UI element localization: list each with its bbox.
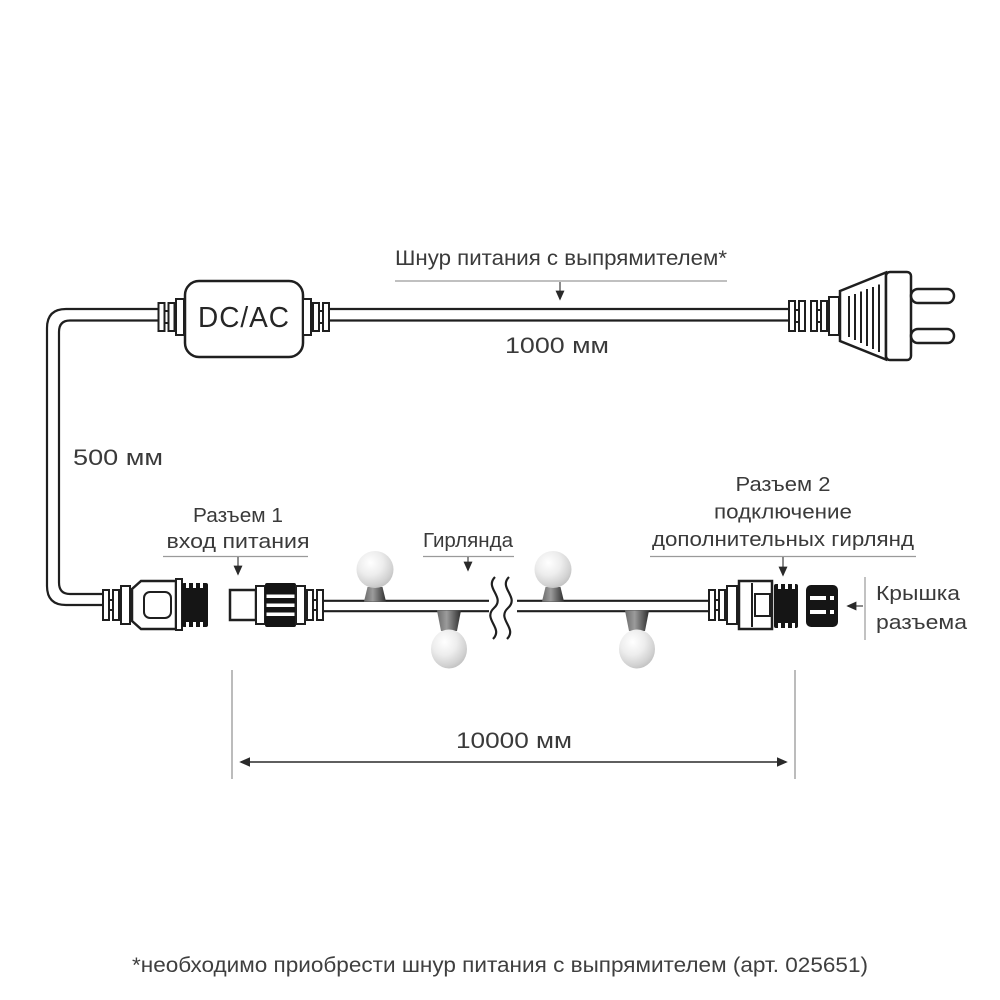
garland-dimension xyxy=(232,670,795,779)
lead-connector-nut xyxy=(182,583,208,627)
bulb xyxy=(431,630,467,669)
converter-left-strain-relief xyxy=(159,299,185,335)
converter-right-strain-relief xyxy=(303,299,329,335)
lead-connector xyxy=(103,579,208,630)
bulb xyxy=(357,551,394,588)
bulb xyxy=(619,630,655,669)
break-squiggle xyxy=(490,577,497,639)
cap-callout xyxy=(848,577,968,640)
connector-2-strain-relief xyxy=(709,586,737,624)
connector-1-label-line1: Разъем 1 xyxy=(193,505,283,527)
bulb xyxy=(535,551,572,588)
connector-2 xyxy=(709,581,798,629)
connector-2-nut xyxy=(774,584,798,628)
garland-callout xyxy=(423,530,514,570)
connector-1-collar xyxy=(256,586,265,624)
bulb-socket xyxy=(625,611,649,632)
bulb-top-1 xyxy=(357,551,394,602)
converter-label: DC/AC xyxy=(198,302,290,334)
cap-label-line2: разъема xyxy=(876,612,969,634)
connector-2-label-line2: подключение xyxy=(714,501,852,524)
footnote: *необходимо приобрести шнур питания с выпрямителем (арт. 025651) xyxy=(132,954,869,977)
plug-pin-top xyxy=(911,289,954,303)
connector-2-callout xyxy=(650,474,916,575)
break-squiggle xyxy=(504,577,511,639)
plug-pin-bottom xyxy=(911,329,954,343)
garland-length: 10000 мм xyxy=(456,728,572,753)
power-cord-length: 1000 мм xyxy=(505,333,609,358)
power-cord-cable xyxy=(330,309,789,321)
lead-connector-contact xyxy=(144,592,171,618)
power-plug xyxy=(789,272,954,360)
power-cord-label: Шнур питания с выпрямителем* xyxy=(395,247,727,270)
connector-1-callout xyxy=(163,505,310,574)
bulb-bottom-1 xyxy=(431,611,467,669)
connector-1-threaded-body xyxy=(265,583,296,627)
connector-2-latch xyxy=(755,594,770,616)
plug-strain-relief xyxy=(789,297,839,335)
plug-face xyxy=(886,272,911,360)
bulb-socket xyxy=(364,587,386,602)
bulb-bottom-2 xyxy=(619,611,655,669)
connector-cap xyxy=(806,585,838,627)
connector-2-label-line1: Разъем 2 xyxy=(735,474,831,496)
bulb-socket xyxy=(437,611,461,632)
connector-1-strain-relief xyxy=(296,586,323,624)
dc-ac-converter xyxy=(159,281,330,357)
bulb-top-2 xyxy=(535,551,572,602)
garland-label: Гирлянда xyxy=(423,530,514,552)
lead-strain-relief xyxy=(103,586,130,624)
lead-length: 500 мм xyxy=(73,445,163,470)
lead-connector-lip xyxy=(176,579,182,630)
bulb-socket xyxy=(542,587,564,602)
connector-1-tip xyxy=(230,590,256,620)
connector-2-label-line3: дополнительных гирлянд xyxy=(652,529,915,551)
connector-1-label-line2: вход питания xyxy=(166,531,310,553)
connector-1 xyxy=(230,583,323,627)
cap-label-line1: Крышка xyxy=(876,583,961,605)
